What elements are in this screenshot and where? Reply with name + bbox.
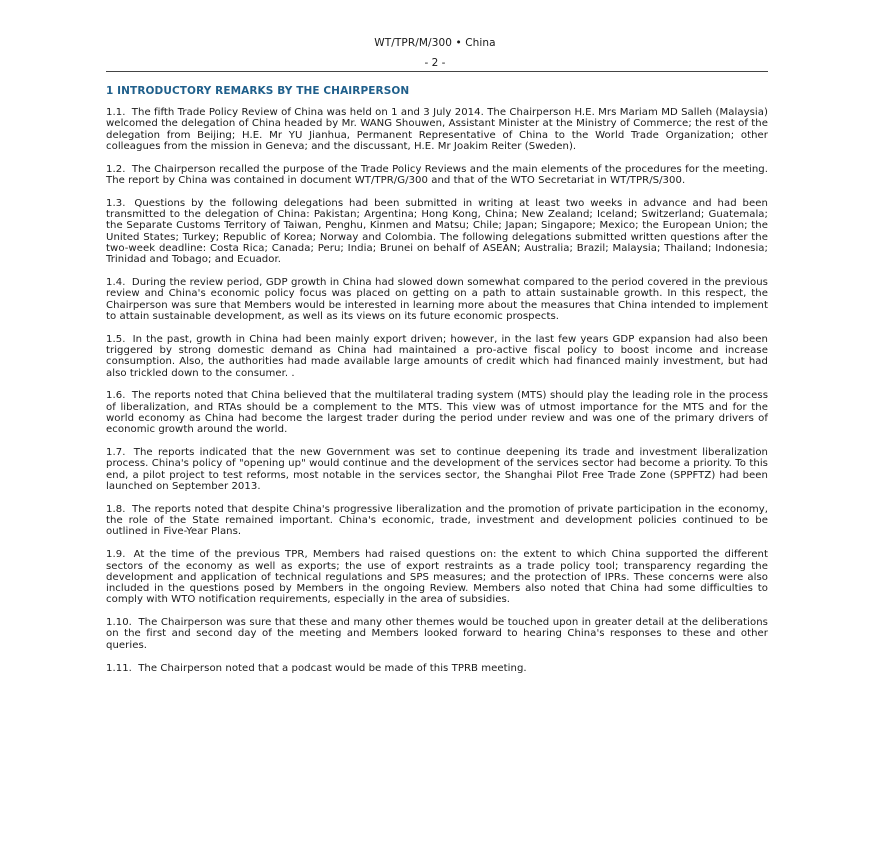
document-reference: WT/TPR/M/300 • China [374,37,496,49]
paragraph-number: 1.3. [106,197,126,209]
paragraph-text: During the review period, GDP growth in China had slowed down somewhat compared to the period covered in the previous review and China's economic policy focus was placed on getting on a path to attain sustainable growth. In this respect, the Chairperson was sure that Members would be interested in learning more about the measures that China intended to implement to attain sustainable development, as well as its views on its future economic prospects. [106,277,768,322]
paragraph-1-10 [106,617,768,651]
paragraph-1-7 [106,447,768,492]
section-heading: 1 INTRODUCTORY REMARKS BY THE CHAIRPERSON [106,85,410,97]
paragraph-1-9 [106,549,768,605]
paragraph-number: 1.1. [106,107,126,118]
paragraph-number: 1.8. [106,503,126,515]
paragraph-1-8 [106,504,768,538]
paragraph-1-5 [106,334,768,379]
page-number: - 2 - [424,57,446,69]
paragraph-number: 1.6. [106,390,126,402]
paragraph-number: 1.5. [106,333,126,345]
paragraph-text: The reports noted that despite China's progressive liberalization and the promotion of private participation in the economy, the role of the State remained important. China's economic, trade, investment and development policies continued to be outlined in Five-Year Plans. [106,503,768,538]
paragraph-text: In the past, growth in China had been mainly export driven; however, in the last few years GDP expansion had also been triggered by strong domestic demand as China had maintained a pro-active fiscal policy to boost income and increase consumption. Also, the authorities had made available large amounts of credit which had financed mainly investment, but had also trickled down to the consumer. . [106,333,768,379]
paragraph-text: The Chairperson recalled the purpose of the Trade Policy Reviews and the main elements of the procedures for the meeting. The report by China was contained in document WT/TPR/G/300 and that of the WTO Secretariat in WT/TPR/S/300. [106,163,768,186]
paragraph-text: The reports noted that China believed that the multilateral trading system (MTS) should play the leading role in the process of liberalization, and RTAs should be a complement to the MTS. This view was of utmost importance for the MTS and for the world economy as China had become the largest trader during the period under review and was one of the primary drivers of economic growth around the world. [106,390,769,436]
paragraph-text: At the time of the previous TPR, Members had raised questions on: the extent to which China supported the different sectors of the economy as well as exports; the use of export restraints as a trade policy tool; transparency regarding the development and application of technical regulations and SPS measures; and the protection of IPRs. These concerns were also included in the questions posed by Members in the ongoing Review. Members also noted that China had some difficulties to comply with WTO notification requirements, especially in the area of subsidies. [106,549,768,606]
paragraph-1-2 [106,164,768,187]
paragraph-1-3 [106,198,768,266]
paragraph-text: The fifth Trade Policy Review of China was held on 1 and 3 July 2014. The Chairperson H.E. Mrs Mariam MD Salleh (Malaysia) welcomed the delegation of China headed by Mr. WANG Shouwen, Assistant Minister at the Ministry of Commerce; the rest of the delegation from Beijing; H.E. Mr YU Jianhua, Permanent Representative of China to the World Trade Organization; other colleagues from the mission in Geneva; and the discussant, H.E. Mr Joakim Reiter (Sweden). [106,107,768,152]
document-body [106,107,768,685]
paragraph-number: 1.4. [106,277,126,289]
paragraph-number: 1.7. [106,447,126,459]
paragraph-1-11 [106,663,768,674]
paragraph-number: 1.2. [106,163,126,175]
paragraph-text: The Chairperson was sure that these and many other themes would be touched upon in greater detail at the deliberations on the first and second day of the meeting and Members looked forward to hearing China's responses to these and other queries. [106,617,768,651]
paragraph-text: The reports indicated that the new Government was set to continue deepening its trade and investment liberalization process. China's policy of "opening up" would continue and the development of the services sector had become a priority. To this end, a pilot project to test reforms, most notable in the services sector, the Shanghai Pilot Free Trade Zone (SPPFTZ) had been launched on September 2013. [106,447,768,493]
paragraph-1-6 [106,390,768,435]
header-rule [106,71,768,72]
paragraph-1-4 [106,277,768,322]
paragraph-number: 1.10. [106,617,132,629]
paragraph-number: 1.11. [106,662,132,674]
paragraph-number: 1.9. [106,549,126,561]
paragraph-text: The Chairperson noted that a podcast would be made of this TPRB meeting. [138,662,527,674]
paragraph-1-1 [106,107,768,152]
paragraph-text: Questions by the following delegations had been submitted in writing at least two weeks in advance and had been transmitted to the delegation of China: Pakistan; Argentina; Hong Kong, China; New Zealand; Iceland; Switzerland; Guatemala; the Separate Customs Territory of Taiwan, Penghu, Kinmen and Matsu; Chile; Japan; Singapore; Mexico; the European Union; the United States; Turkey; Republic of Korea; Norway and Colombia. The following delegations submitted written questions after the two-week deadline: Costa Rica; Canada; Peru; India; Brunei on behalf of ASEAN; Australia; Brazil; Malaysia; Thailand; Indonesia; Trinidad and Tobago; and Ecuador. [106,197,768,266]
